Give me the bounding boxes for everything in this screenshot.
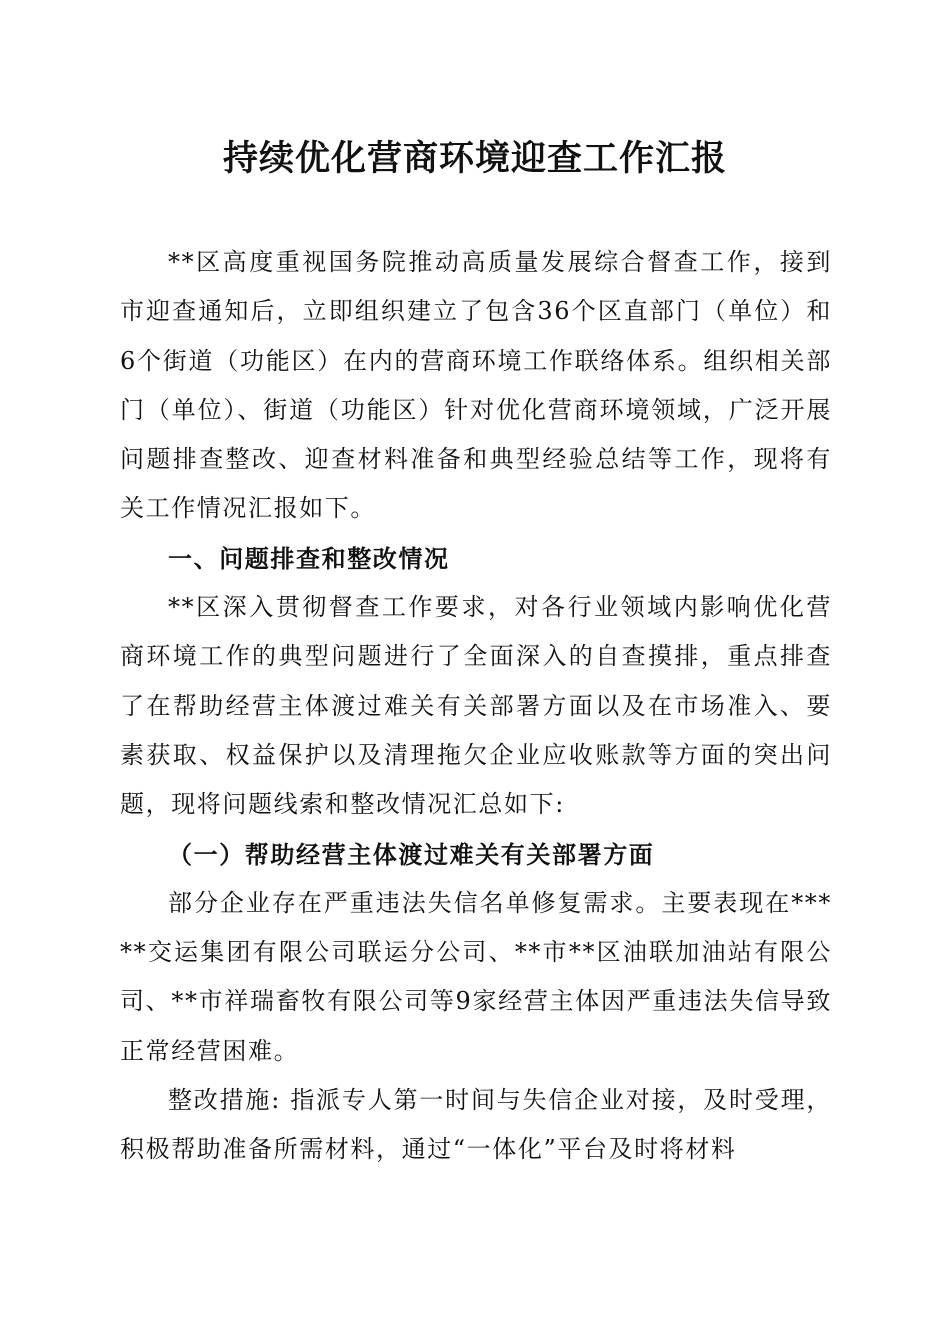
document-body <box>120 238 832 1175</box>
intro-paragraph: **区高度重视国务院推动高质量发展综合督查工作，接到市迎查通知后，立即组织建立了包含36个区直部门（单位）和6个街道（功能区）在内的营商环境工作联络体系。组织相关部门（单位）、街道（功能区）针对优化营商环境领域，广泛开展问题排查整改、迎查材料准备和典型经验总结等工作，现将有关工作情况汇报如下。 <box>120 248 832 523</box>
document-title: 持续优化营商环境迎查工作汇报 <box>222 138 727 179</box>
section-1-paragraph: **区深入贯彻督查工作要求，对各行业领域内影响优化营商环境工作的典型问题进行了全面深入的自查摸排，重点排查了在帮助经营主体渡过难关有关部署方面以及在市场准入、要素获取、权益保护以及清理拖欠企业应收账款等方面的突出问题，现将问题线索和整改情况汇总如下: <box>120 593 832 819</box>
subsection-heading-1: （一）帮助经营主体渡过难关有关部署方面 <box>168 839 655 869</box>
subsection-1-problem-paragraph: 部分企业存在严重违法失信名单修复需求。主要表现在*****交运集团有限公司联运分公司、**市**区油联加油站有限公司、**市祥瑞畜牧有限公司等9家经营主体因严重违法失信导致正常经营困难。 <box>120 888 832 1065</box>
subsection-1-measures-paragraph: 整改措施: 指派专人第一时间与失信企业对接，及时受理，积极帮助准备所需材料，通过“一体化”平台及时将材料 <box>120 1086 832 1164</box>
section-heading-1: 一、问题排查和整改情况 <box>168 543 450 573</box>
